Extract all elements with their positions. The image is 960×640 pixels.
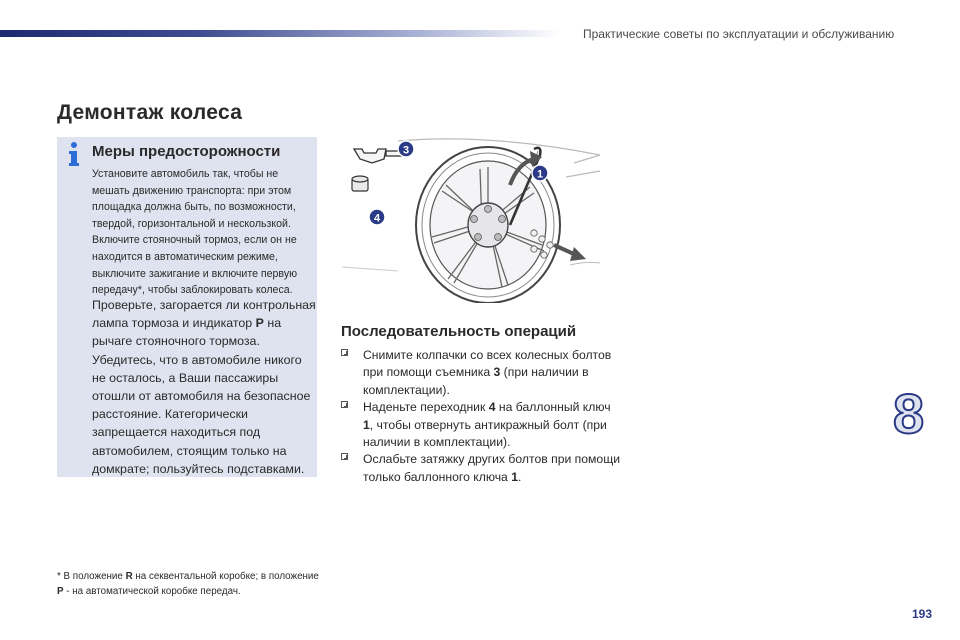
footnote-marker: *: [57, 571, 61, 582]
header-bar: [0, 30, 560, 37]
indicator-letter: P: [255, 316, 264, 331]
callout-4: [369, 209, 385, 225]
text-segment: на баллонный ключ: [495, 400, 611, 415]
text-segment: .: [518, 469, 522, 484]
svg-text:3: 3: [402, 144, 410, 157]
part-number: 3: [493, 365, 501, 380]
part-number: 4: [488, 400, 496, 415]
gear-letter: P: [57, 586, 64, 597]
info-icon: [66, 141, 82, 167]
operation-item: [341, 451, 621, 486]
checkbox-bullet-icon: [341, 349, 348, 356]
section-title: Демонтаж колеса: [57, 101, 243, 124]
text-segment: Проверьте, загорается ли контрольная лампа тормоза и индикатор: [92, 298, 316, 331]
text-segment: (при наличии в комплектации).: [363, 365, 589, 397]
operations-list: [341, 347, 621, 486]
chapter-number: 8: [893, 382, 925, 445]
text-segment: - на автоматической коробке передач.: [63, 586, 241, 597]
wheel-removal-illustration: [338, 133, 604, 303]
callout-3: [398, 141, 414, 157]
page-number: 193: [912, 607, 933, 621]
precautions-text-small: Установите автомобиль так, чтобы не мешать движению транспорта: при этом площадка должна быть, по возможности, твердой, горизонтальной и нескользкой. Включите стояночный тормоз, если он не находится в автоматическим режиме, выключите зажигание и включите первую передачу*, чтобы заблокировать колеса.: [92, 168, 298, 297]
gear-letter: R: [125, 571, 133, 582]
callout-1: [532, 165, 548, 181]
part-number: 1: [511, 469, 518, 484]
operations-title: Последовательность операций: [341, 323, 577, 340]
running-head: Практические советы по эксплуатации и обслуживанию: [583, 27, 895, 41]
text-segment: , чтобы отвернуть антикражный болт (при наличии в комплектации).: [363, 417, 607, 450]
operation-item: [341, 399, 621, 451]
checkbox-bullet-icon: [341, 453, 348, 460]
precautions-text-large: [92, 296, 316, 478]
text-segment: на секвентальной коробке; в положение: [132, 571, 319, 582]
text-segment: Ослабьте затяжку других болтов при помощи только баллонного ключа: [363, 452, 621, 484]
footnote: [57, 569, 327, 599]
text-segment: на рычаге стояночного тормоза. Убедитесь, что в автомобиле никого не осталось, а Ваши пассажиры отошли от автомобиля на безопасное расстояние. Категорически запрещается находиться под автомобилем, стоящим только на домкрате; пользуйтесь подставками.: [92, 316, 311, 476]
svg-text:1: 1: [536, 168, 544, 181]
text-segment: Наденьте переходник: [363, 400, 489, 415]
svg-text:4: 4: [373, 212, 381, 225]
text-segment: В положение: [60, 571, 126, 582]
operation-item: [341, 347, 621, 399]
text-segment: Снимите колпачки со всех колесных болтов при помощи съемника: [363, 348, 612, 380]
part-number: 1: [363, 417, 370, 432]
adapter: [352, 176, 368, 191]
checkbox-bullet-icon: [341, 401, 348, 408]
precautions-title: Меры предосторожности: [92, 143, 281, 160]
